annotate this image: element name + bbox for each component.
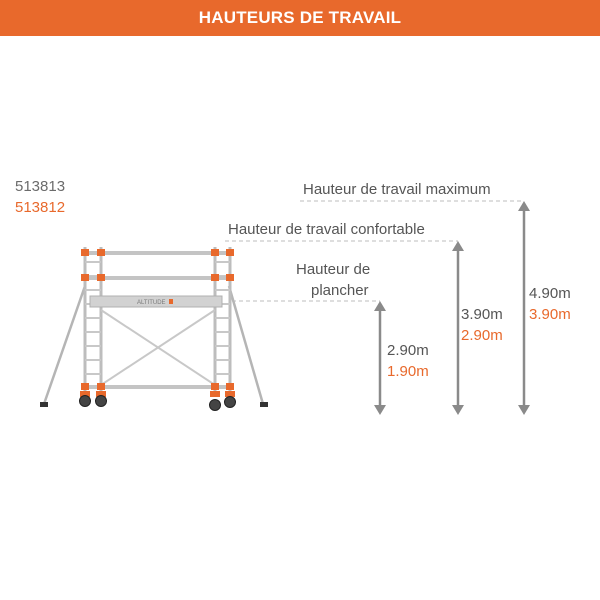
floor-height-value-secondary: 1.90m — [387, 363, 429, 380]
platform-brand-accent — [169, 299, 173, 304]
max-height-label: Hauteur de travail maximum — [303, 181, 491, 198]
scaffold-illustration — [40, 247, 268, 411]
max-height-value-secondary: 3.90m — [529, 306, 571, 323]
comfort-height-label: Hauteur de travail confortable — [228, 221, 425, 238]
floor-height-value-primary: 2.90m — [387, 342, 429, 359]
floor-height-label-line2: plancher — [311, 282, 369, 299]
floor-height-arrow — [374, 301, 386, 415]
page-title: HAUTEURS DE TRAVAIL — [198, 8, 402, 27]
right-outrigger-foot — [260, 402, 268, 407]
comfort-height-value-primary: 3.90m — [461, 306, 503, 323]
model-number-secondary: 513812 — [15, 199, 66, 216]
platform-brand-label: ALTITUDE — [137, 300, 166, 306]
max-height-value-primary: 4.90m — [529, 285, 571, 302]
castor-wheels — [80, 391, 236, 411]
right-outrigger — [229, 286, 263, 404]
left-outrigger — [44, 286, 85, 404]
floor-height-label-line1: Hauteur de — [296, 261, 371, 278]
frame-clamps — [81, 249, 234, 390]
comfort-height-value-secondary: 2.90m — [461, 327, 503, 344]
model-number-primary: 513813 — [15, 178, 66, 195]
left-outrigger-foot — [40, 402, 48, 407]
